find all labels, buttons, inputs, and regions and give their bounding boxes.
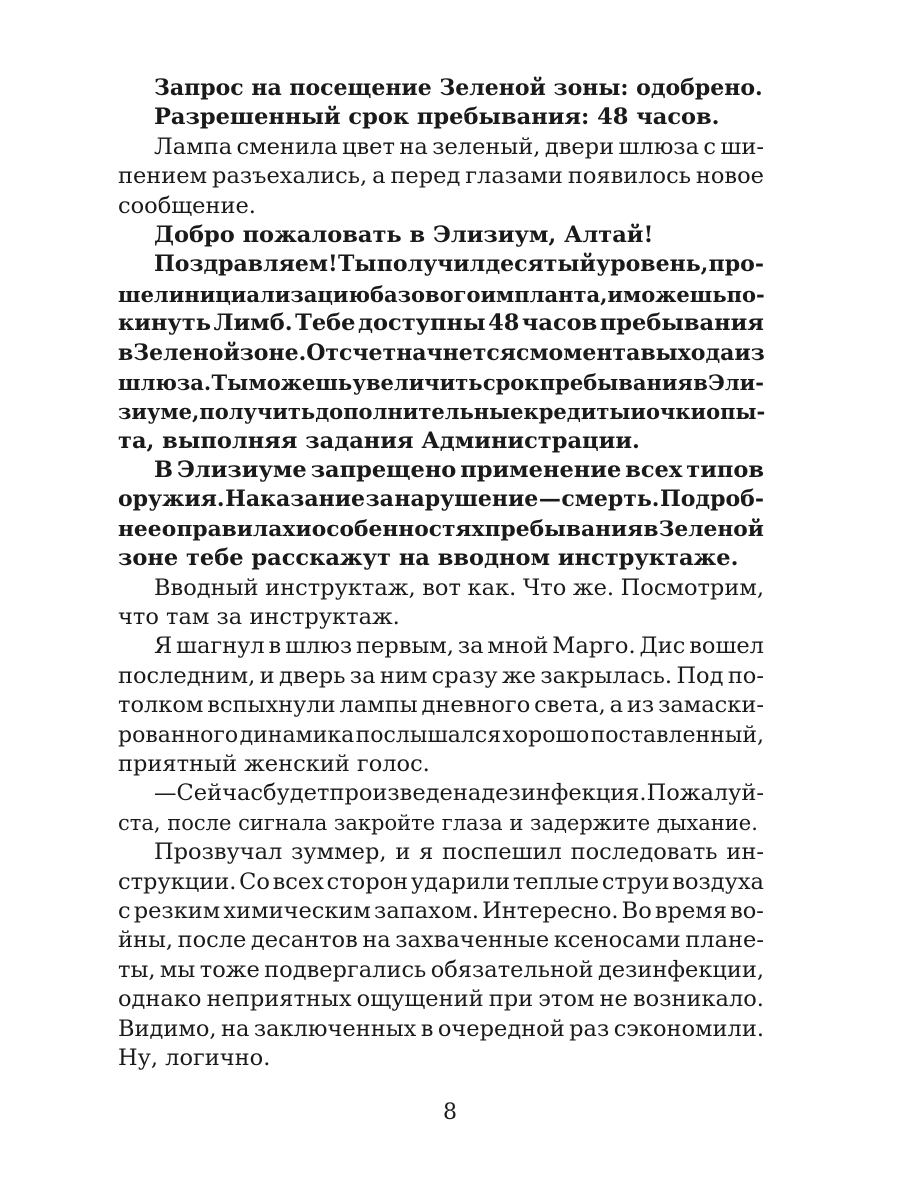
text-line: приятный женский голос.	[118, 750, 430, 777]
text-line: в Зеленой зоне. Отсчет начнется с момента выхода из	[118, 339, 765, 366]
page-number: 8	[443, 1100, 457, 1125]
text-line: та, выполняя задания Администрации.	[118, 427, 640, 454]
text-line: зоне тебе расскажут на вводном инструктаже.	[118, 545, 739, 572]
text-line: что там за инструктаж.	[118, 604, 400, 631]
text-line: шел инициализацию базового импланта, и можешь по-	[118, 281, 765, 307]
text-line: последним, и дверь за ним сразу же закрылась. Под по-	[118, 662, 764, 689]
text-line: ста, после сигнала закройте глаза и задержите дыхание.	[118, 810, 758, 835]
text-line: рованного динамика послышался хорошо поставленный,	[118, 722, 764, 748]
text-line: Лампа сменила цвет на зеленый, двери шлюза с ши-	[154, 133, 764, 160]
text-line: Запрос на посещение Зеленой зоны: одобрено.	[154, 75, 763, 101]
text-line: зиуме, получить дополнительные кредиты и очки опы-	[118, 399, 766, 425]
text-line: йны, после десантов на захваченные ксеносами плане-	[118, 927, 764, 954]
text-line: толком вспыхнули лампы дневного света, а из замаски-	[118, 692, 764, 719]
text-line: струкции. Со всех сторон ударили теплые струи воздуха	[118, 868, 764, 895]
text-line: Я шагнул в шлюз первым, за мной Марго. Дис вошел	[154, 633, 764, 660]
text-line: кинуть Лимб. Тебе доступны 48 часов пребывания	[118, 310, 764, 337]
text-line: с резким химическим запахом. Интересно. Во время во-	[118, 897, 764, 924]
text-line: Видимо, на заключенных в очередной раз сэкономили.	[118, 1015, 764, 1042]
text-line: — Сейчас будет произведена дезинфекция. Пожалуй-	[154, 780, 764, 807]
body-text	[118, 74, 764, 1073]
text-line: сообщение.	[118, 192, 256, 219]
text-line: шлюза. Ты можешь увеличить срок пребывания в Эли-	[118, 369, 764, 395]
text-line: Вводный инструктаж, вот как. Что же. Посмотрим,	[154, 574, 764, 601]
text-line: В Элизиуме запрещено применение всех типов	[154, 457, 764, 484]
text-line: пением разъехались, а перед глазами появилось новое	[118, 163, 764, 190]
text-line: Добро пожаловать в Элизиум, Алтай!	[154, 221, 654, 248]
text-line: ты, мы тоже подвергались обязательной дезинфекции,	[118, 956, 764, 983]
text-line: оружия. Наказание за нарушение — смерть. Подроб-	[118, 486, 764, 513]
text-line: Поздравляем! Ты получил десятый уровень, про-	[154, 251, 764, 278]
text-line: Разрешенный срок пребывания: 48 часов.	[154, 104, 720, 131]
text-line: Ну, логично.	[118, 1044, 271, 1071]
text-line: Прозвучал зуммер, и я поспешил последовать ин-	[154, 839, 764, 866]
text-line: нее о правилах и особенностях пребывания в Зеленой	[118, 516, 764, 542]
text-line: однако неприятных ощущений при этом не возникало.	[118, 986, 764, 1013]
